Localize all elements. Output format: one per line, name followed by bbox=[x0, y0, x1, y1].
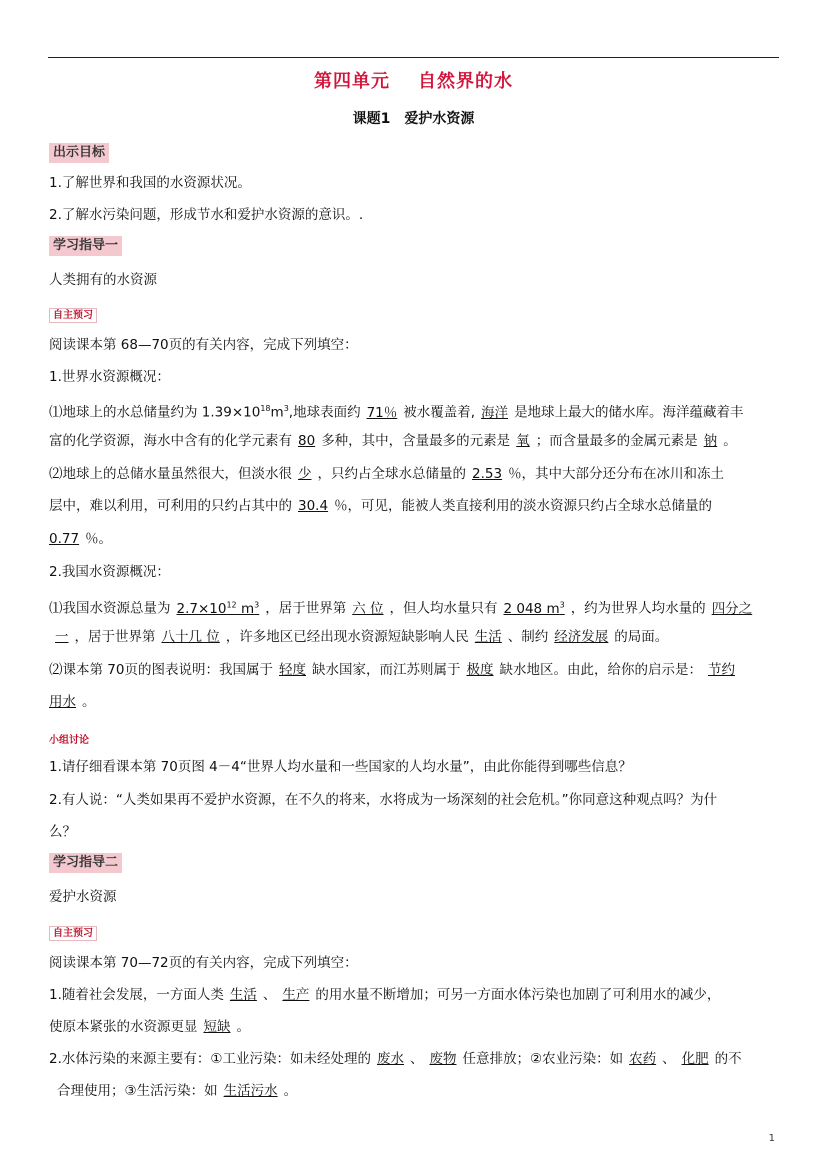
protect-line-2: 使原本紧张的水资源更显 短缺 。 bbox=[49, 1019, 250, 1035]
blank-answer: 2 048 $m^3$ bbox=[503, 600, 565, 617]
blank-answer: 轻度 bbox=[278, 662, 306, 678]
objective-item: 2.了解水污染问题，形成节水和爱护水资源的意识。. bbox=[49, 207, 364, 223]
reading-instruction: 阅读课本第 70—72页的有关内容，完成下列填空： bbox=[49, 955, 358, 971]
protect-line-4: 合理使用；③生活污染：如 生活污水 。 bbox=[57, 1083, 298, 1099]
blank-answer: 氧 bbox=[516, 433, 530, 449]
reading-instruction: 阅读课本第 68—70页的有关内容，完成下列填空： bbox=[49, 337, 358, 353]
blank-answer: 废水 bbox=[376, 1051, 404, 1067]
blank-answer: 废物 bbox=[429, 1051, 457, 1067]
blank-answer: 八十几 位 bbox=[161, 629, 220, 645]
blank-answer: 生活 bbox=[229, 987, 257, 1003]
objectives-tag: 出示目标 bbox=[49, 143, 109, 163]
self-study-badge: 自主预习 bbox=[49, 308, 97, 323]
blank-answer: 80 bbox=[298, 433, 316, 449]
blank-answer: 0.77 bbox=[49, 531, 80, 547]
china-line-1: ⑴我国水资源总量为 $2.7\times 10^{12}$ $m^3$ ，居于世界第 六 位 ，但人均水量只有 2 048 $m^3$ ，约为世界人均水量的 四分之 bbox=[49, 595, 784, 619]
discussion-question-1: 1.请仔细看课本第 70页图 4－4“世界人均水量和一些国家的人均水量”，由此你能得到哪些信息？ bbox=[49, 759, 632, 775]
china-line-4: 用水 。 bbox=[49, 694, 96, 710]
guide2-tag: 学习指导二 bbox=[49, 853, 122, 873]
china-water-heading: 2.我国水资源概况： bbox=[49, 564, 170, 580]
discussion-question-2: 2.有人说：“人类如果再不爱护水资源，在不久的将来，水将成为一场深刻的社会危机。”你同意这种观点吗？为什 bbox=[49, 792, 718, 808]
world-line-3: ⑵地球上的总储水量虽然很大，但淡水很 少 ，只约占全球水总储量的 2.53 ％，其中大部分还分布在冰川和冻土 bbox=[49, 466, 725, 482]
unit-title: 第四单元 bbox=[314, 71, 390, 92]
blank-answer: 节约 bbox=[707, 662, 735, 678]
blank-answer: 少 bbox=[298, 466, 312, 482]
page-title bbox=[0, 67, 827, 93]
guide1-tag: 学习指导一 bbox=[49, 236, 122, 256]
header-rule bbox=[48, 57, 779, 58]
blank-answer: 71％ bbox=[366, 404, 398, 421]
discussion-badge: 小组讨论 bbox=[49, 735, 89, 746]
guide2-topic: 爱护水资源 bbox=[49, 889, 117, 905]
world-line-5: 0.77 ％。 bbox=[49, 531, 113, 547]
blank-answer: 用水 bbox=[49, 694, 76, 710]
blank-answer: $2.7\times 10^{12}$ $m^3$ bbox=[176, 600, 260, 617]
guide1-topic: 人类拥有的水资源 bbox=[49, 272, 157, 288]
protect-line-3: 2.水体污染的来源主要有：①工业污染：如未经处理的 废水 、 废物 任意排放；②农业污染：如 农药 、 化肥 的不 bbox=[49, 1051, 742, 1067]
blank-answer: 经济发展 bbox=[554, 629, 609, 645]
discussion-question-2-cont: 么？ bbox=[49, 824, 76, 840]
unit-name: 自然界的水 bbox=[418, 71, 513, 92]
blank-answer: 农药 bbox=[629, 1051, 657, 1067]
blank-answer: 30.4 bbox=[298, 498, 329, 514]
world-water-heading: 1.世界水资源概况： bbox=[49, 369, 170, 385]
china-line-3: ⑵课本第 70页的图表说明：我国属于 轻度 缺水国家，而江苏则属于 极度 缺水地区。由此，给你的启示是： 节约 bbox=[49, 660, 784, 680]
blank-answer: 短缺 bbox=[203, 1019, 231, 1035]
blank-answer: 极度 bbox=[466, 662, 494, 678]
world-line-1: ⑴地球上的水总储量约为 $1.39\times 10^{18}m^3$,地球表面约 71％ 被水覆盖着, 海洋 是地球上最大的储水库。海洋蕴藏着丰 bbox=[49, 404, 744, 421]
blank-answer: 生产 bbox=[282, 987, 310, 1003]
objective-item: 1.了解世界和我国的水资源状况。 bbox=[49, 175, 251, 191]
self-study-badge: 自主预习 bbox=[49, 926, 97, 941]
world-line-2: 富的化学资源，海水中含有的化学元素有 80 多种，其中，含量最多的元素是 氧 ；而含量最多的金属元素是 钠 。 bbox=[49, 433, 737, 449]
blank-answer: 生活 bbox=[474, 629, 502, 645]
blank-answer: 化肥 bbox=[681, 1051, 709, 1067]
page-number: 1 bbox=[768, 1133, 775, 1144]
blank-answer: 海洋 bbox=[481, 404, 509, 421]
world-line-4: 层中，难以利用，可利用的只约占其中的 30.4 ％，可见，能被人类直接利用的淡水资源只约占全球水总储量的 bbox=[49, 498, 713, 514]
blank-answer: 六 位 bbox=[352, 600, 384, 617]
blank-answer: 2.53 bbox=[472, 466, 503, 482]
china-line-2: 一 ，居于世界第 八十几 位 ，许多地区已经出现水资源短缺影响人民 生活 、制约 经济发展 的局面。 bbox=[49, 627, 784, 647]
blank-answer: 四分之 bbox=[711, 600, 753, 617]
blank-answer: 生活污水 bbox=[223, 1083, 278, 1099]
lesson-title: 课题1 爱护水资源 bbox=[352, 111, 475, 127]
blank-answer: 钠 bbox=[703, 433, 718, 449]
blank-answer: 一 bbox=[55, 629, 69, 645]
protect-line-1: 1.随着社会发展，一方面人类 生活 、 生产 的用水量不断增加；可另一方面水体污染也加剧了可利用水的减少， bbox=[49, 987, 721, 1003]
